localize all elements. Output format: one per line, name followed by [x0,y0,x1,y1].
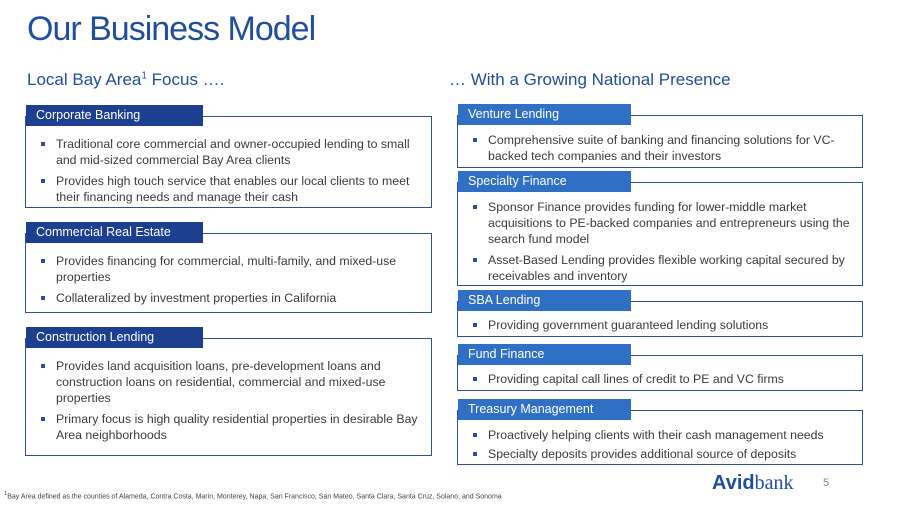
fund-finance-tab: Fund Finance [458,344,631,365]
commercial-real-estate-tab: Commercial Real Estate [26,222,203,243]
venture-lending-bullets [470,132,850,169]
construction-lending-bullets [38,358,418,448]
bullet-item: Traditional core commercial and owner-occupied lending to small and mid-sized commercial Bay Area clients [38,136,418,168]
fund-finance-bullets [470,371,850,392]
bullet-item: Sponsor Finance provides funding for lower-middle market acquisitions to PE-backed companies and entrepreneurs using the search fund model [470,199,850,247]
commercial-real-estate-box [25,225,432,313]
corporate-banking-box [25,108,432,208]
specialty-finance-tab: Specialty Finance [458,171,631,192]
bullet-item: Provides land acquisition loans, pre-development loans and construction loans on residential, commercial and mixed-use properties [38,358,418,406]
corporate-banking-bullets [38,136,418,210]
sba-lending-tab: SBA Lending [458,290,631,311]
fund-finance-box [457,347,863,391]
page-title: Our Business Model [27,10,316,48]
bullet-item: Asset-Based Lending provides flexible working capital secured by receivables and inventory [470,252,850,284]
treasury-management-box [457,402,863,465]
avidbank-logo: Avidbank [712,472,794,494]
treasury-management-bullets [470,427,850,467]
specialty-finance-bullets [470,199,850,289]
bullet-item: Comprehensive suite of banking and financing solutions for VC-backed tech companies and their investors [470,132,850,164]
venture-lending-tab: Venture Lending [458,104,631,125]
bullet-item: Providing government guaranteed lending solutions [470,317,850,333]
construction-lending-tab: Construction Lending [26,327,203,348]
bullet-item: Collateralized by investment properties in California [38,290,418,306]
sba-lending-bullets [470,317,850,338]
specialty-finance-box [457,174,863,286]
venture-lending-box [457,107,863,168]
bullet-item: Primary focus is high quality residential properties in desirable Bay Area neighborhoods [38,411,418,443]
page-number: 5 [823,477,830,489]
construction-lending-box [25,330,432,456]
commercial-real-estate-bullets [38,253,418,311]
bullet-item: Specialty deposits provides additional source of deposits [470,446,850,462]
bullet-item: Proactively helping clients with their cash management needs [470,427,850,443]
bullet-item: Providing capital call lines of credit to PE and VC firms [470,371,850,387]
corporate-banking-tab: Corporate Banking [26,105,203,126]
bullet-item: Provides financing for commercial, multi-family, and mixed-use properties [38,253,418,285]
right-subheading: … With a Growing National Presence [449,70,731,89]
bullet-item: Provides high touch service that enables our local clients to meet their financing needs and manage their cash [38,173,418,205]
footnote: $^1$Bay Area defined as the counties of Alameda, Contra Costa, Marin, Monterey, Napa, San Francisco, San Mateo, Santa Clara, Santa Cruz, Solano, and Sonoma [4,491,502,501]
treasury-management-tab: Treasury Management [458,399,631,420]
left-subheading: Local Bay Area$^1$ Focus …. [27,70,225,89]
sba-lending-box [457,293,863,337]
